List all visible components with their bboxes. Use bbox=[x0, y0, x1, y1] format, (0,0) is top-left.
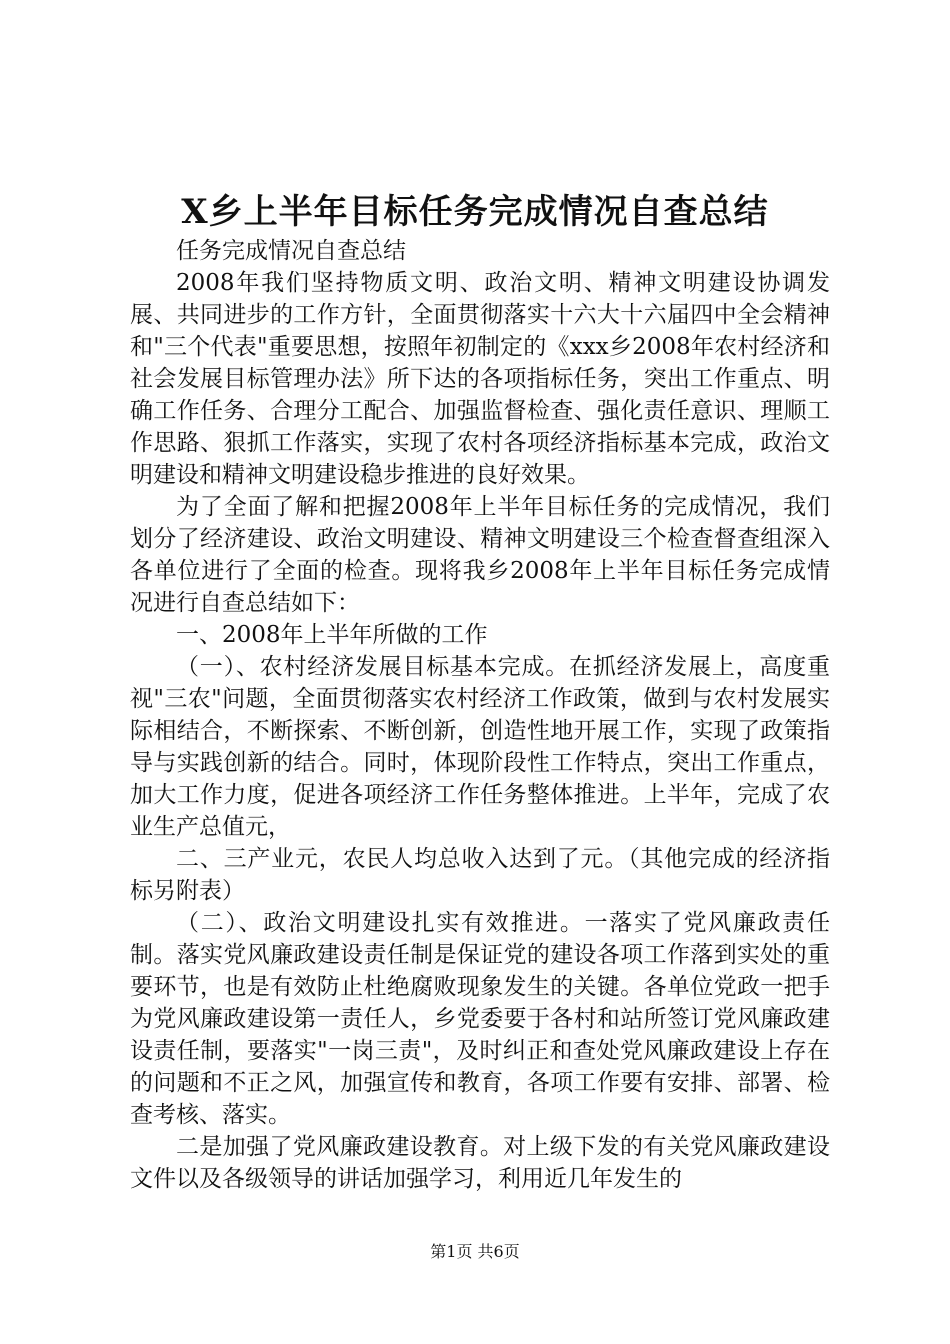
paragraph-subtitle: 任务完成情况自查总结 bbox=[176, 238, 406, 264]
paragraph: 为了全面了解和把握2008年上半年目标任务的完成情况，我们划分了经济建设、政治文明建设、精神文明建设三个检查督查组深入各单位进行了全面的检查。现将我乡2008年上半年目标任务完成情况进行自查总结如下： bbox=[130, 494, 830, 616]
paragraph: 二是加强了党风廉政建设教育。对上级下发的有关党风廉政建设文件以及各级领导的讲话加强学习，利用近几年发生的 bbox=[130, 1134, 830, 1192]
section-heading: 一、2008年上半年所做的工作 bbox=[176, 622, 488, 648]
document-body bbox=[130, 235, 830, 1195]
paragraph: 二、三产业元，农民人均总收入达到了元。（其他完成的经济指标另附表） bbox=[130, 846, 830, 904]
page-footer: 第1页 共6页 bbox=[430, 1242, 520, 1261]
paragraph: （二）、政治文明建设扎实有效推进。一落实了党风廉政责任制。落实党风廉政建设责任制是保证党的建设各项工作落到实处的重要环节，也是有效防止杜绝腐败现象发生的关键。各单位党政一把手为党风廉政建设第一责任人，乡党委要于各村和站所签订党风廉政建设责任制，要落实"一岗三责"，及时纠正和查处党风廉政建设上存在的问题和不正之风，加强宣传和教育，各项工作要有安排、部署、检查考核、落实。 bbox=[130, 910, 830, 1128]
paragraph: 2008年我们坚持物质文明、政治文明、精神文明建设协调发展、共同进步的工作方针，全面贯彻落实十六大十六届四中全会精神和"三个代表"重要思想，按照年初制定的《xxx乡2008年农村经济和社会发展目标管理办法》所下达的各项指标任务，突出工作重点、明确工作任务、合理分工配合、加强监督检查、强化责任意识、理顺工作思路、狠抓工作落实，实现了农村各项经济指标基本完成，政治文明建设和精神文明建设稳步推进的良好效果。 bbox=[130, 270, 830, 488]
paragraph: （一）、农村经济发展目标基本完成。在抓经济发展上，高度重视"三农"问题，全面贯彻落实农村经济工作政策，做到与农村发展实际相结合，不断探索、不断创新，创造性地开展工作，实现了政策指导与实践创新的结合。同时，体现阶段性工作特点，突出工作重点，加大工作力度，促进各项经济工作任务整体推进。上半年，完成了农业生产总值元， bbox=[130, 654, 830, 840]
document-title: X乡上半年目标任务完成情况自查总结 bbox=[181, 192, 769, 232]
